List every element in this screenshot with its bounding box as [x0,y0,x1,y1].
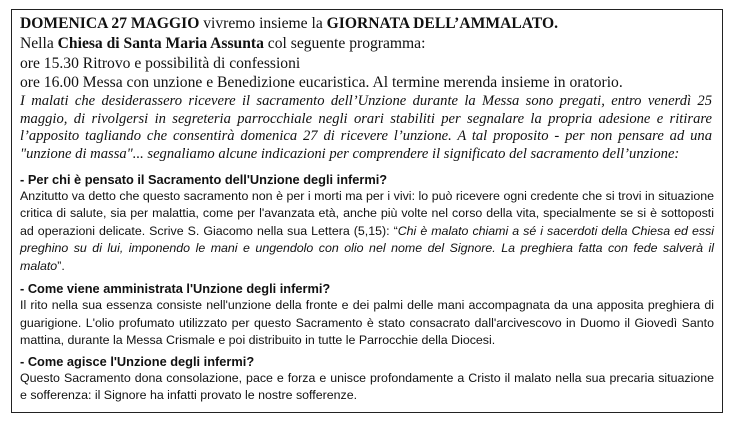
church-name: Chiesa di Santa Maria Assunta [57,34,264,52]
section-body: Questo Sacramento dona consolazione, pace e forza e unisce profondamente a Cristo il malato nella sua precaria situazione e sofferenza: il Signore ha infatti provato le nostre sofferenze. [20,371,714,403]
scripture-quote: Chi è malato chiami a sé i sacerdoti della Chiesa ed essi preghino su di lui, imponendo le mani e ungendolo con olio nel nome del Signore. La preghiera fatta con fede salverà il malato [20,223,714,273]
program-intro [20,34,722,54]
program-line-2: ore 16.00 Messa con unzione e Benedizione eucaristica. Al termine merenda insieme in oratorio. [20,74,623,92]
headline-event: GIORNATA DELL’AMMALATO. [326,15,558,32]
section-body-text: Anzitutto va detto che questo sacramento non è per i morti ma per i vivi: lo può ricevere ogni credente che si trovi in situazione critica di salute, sia per malattia, come per l'avanzata età, anche più volte nel corso della vita, specialmente se si è sottoposti ad operazioni delicate. Scrive S. Giacomo nella sua Lettera (5,15): “ [20,188,714,238]
program-intro-pre: Nella [20,34,58,52]
section-effect [20,353,722,405]
section-how [20,280,722,350]
announcement [20,14,722,93]
bulletin-box [11,9,723,413]
program-intro-post: col seguente programma: [263,34,426,52]
section-body-end: ”. [57,258,65,273]
section-heading: - Per chi è pensato il Sacramento dell'Unzione degli infermi? [20,171,388,187]
section-heading: - Come viene amministrata l'Unzione degli infermi? [20,281,331,296]
section-body [20,188,714,275]
notice-text: I malati che desiderassero ricevere il sacramento dell’Unzione durante la Messa sono pregati, entro venerdì 25 maggio, di rivolgersi in segreteria parrocchiale negli orari stabiliti per segnalare la propria adesione e ritirare l’apposito tagliando che consentirà domenica 27 di ricevere l’unzione. A tal proposito - per non pensare ad una "unzione di massa"... segnaliamo alcune indicazioni per comprendere il significato del sacramento dell’unzione: [20,93,712,162]
section-heading: - Come agisce l'Unzione degli infermi? [20,353,255,369]
headline-date: DOMENICA 27 MAGGIO [20,15,200,32]
section-body: Il rito nella sua essenza consiste nell'unzione della fronte e dei palmi delle mani accompagnata da una apposita preghiera di guarigione. L'olio profumato utilizzato per questo Sacramento è stato consacrato dall'arcivescovo in Duomo il Giovedì Santo mattina, durante la Messa Crismale e poi distribuito in tutte le Parrocchie della Diocesi. [20,298,714,348]
program-line-1: ore 15.30 Ritrovo e possibilità di confessioni [20,54,301,72]
headline [20,14,722,34]
headline-mid: vivremo insieme la [199,15,327,32]
section-who [20,171,722,275]
notice-block [20,93,722,163]
